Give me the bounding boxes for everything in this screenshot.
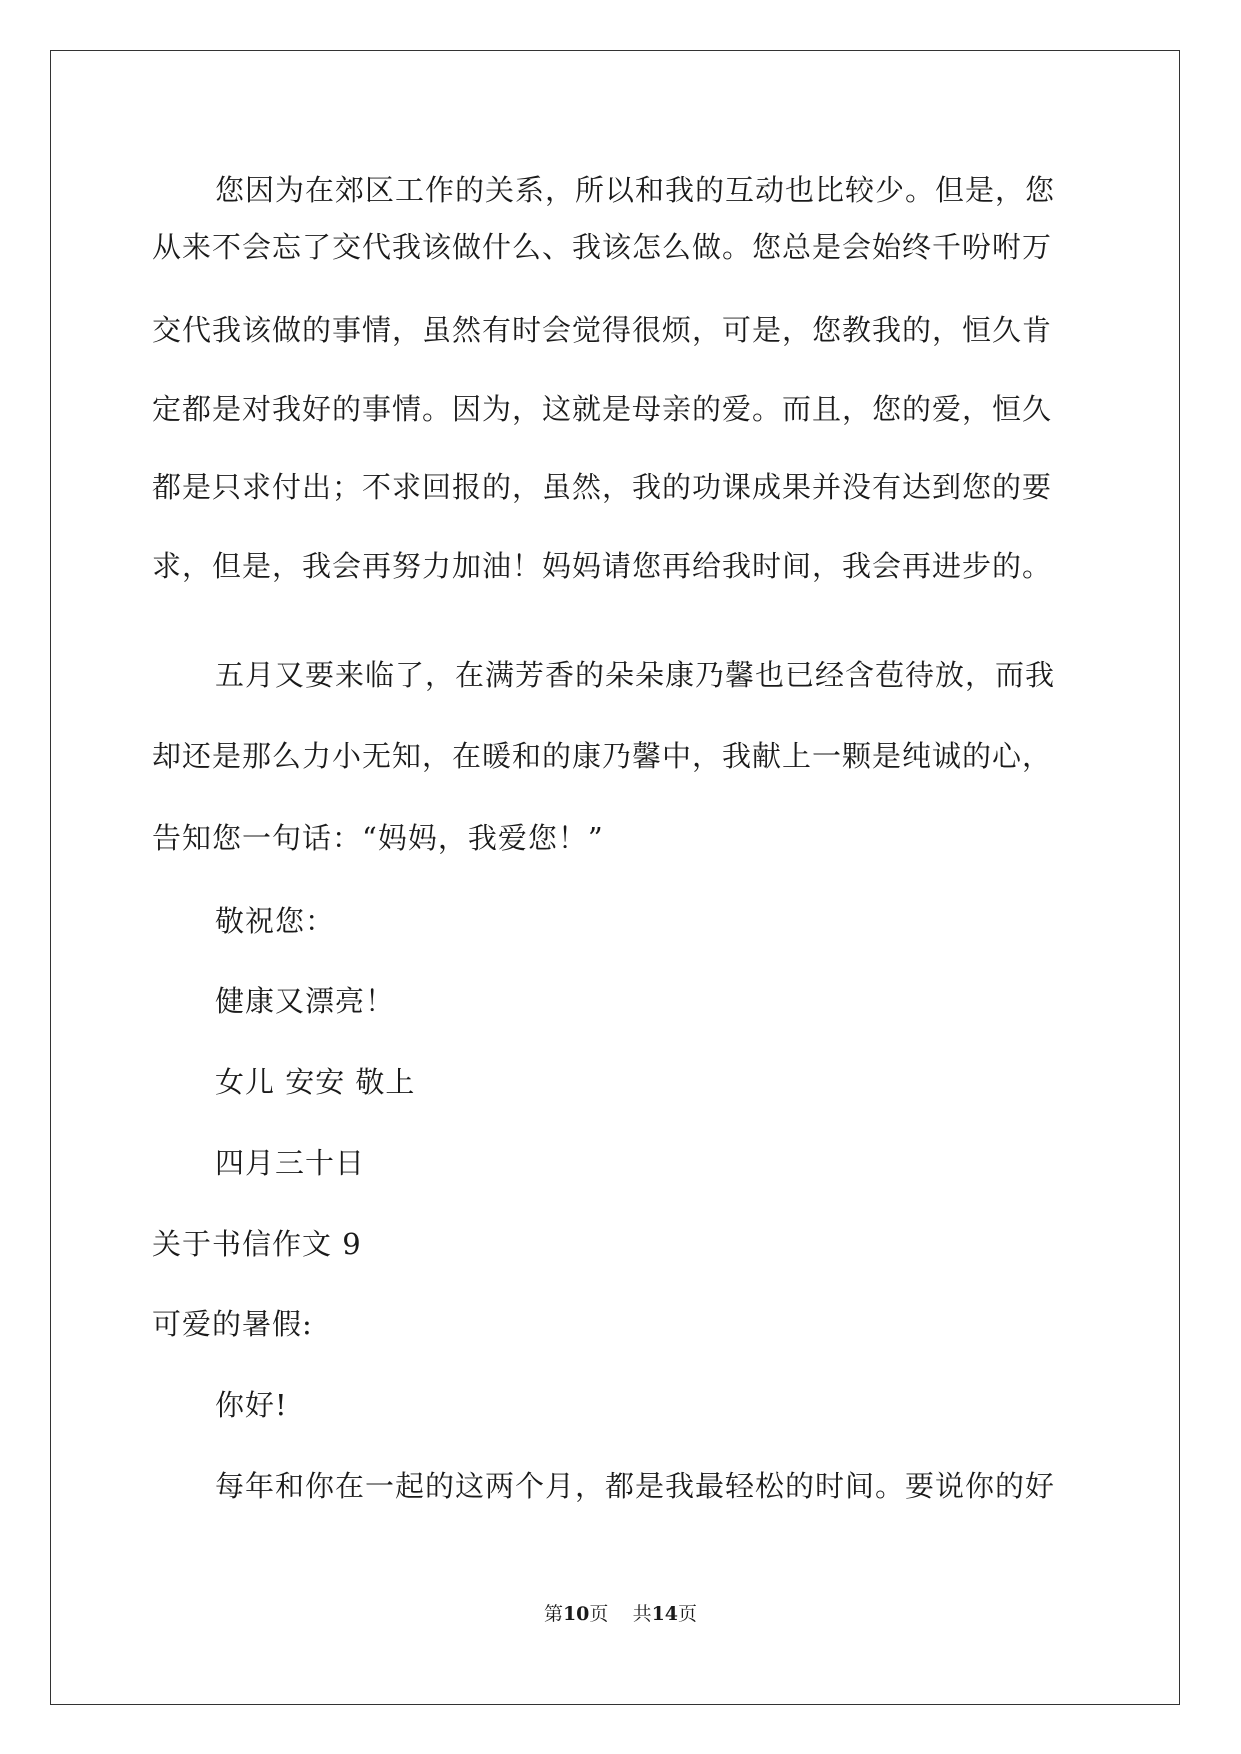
footer-middle: 页 共	[589, 1603, 652, 1625]
paragraph-line: 从来不会忘了交代我该做什么、我该怎么做。您总是会始终千吩咐万	[152, 230, 1053, 264]
page-footer	[0, 1601, 1241, 1627]
paragraph-line: 告知您一句话：“妈妈，我爱您！”	[152, 821, 604, 855]
paragraph-line: 交代我该做的事情，虽然有时会觉得很烦，可是，您教我的，恒久肯	[152, 313, 1053, 347]
total-page-number: 14	[651, 1603, 679, 1625]
paragraph-line: 每年和你在一起的这两个月，都是我最轻松的时间。要说你的好	[215, 1469, 1056, 1503]
section-heading: 关于书信作文 9	[152, 1227, 362, 1261]
greeting-line: 你好!	[215, 1388, 288, 1422]
salutation-line: 可爱的暑假:	[152, 1307, 313, 1341]
signature-line: 女儿 安安 敬上	[215, 1065, 416, 1099]
date-line: 四月三十日	[215, 1146, 366, 1180]
paragraph-line: 您因为在郊区工作的关系，所以和我的互动也比较少。但是，您	[215, 173, 1056, 207]
paragraph-line: 却还是那么力小无知，在暖和的康乃馨中，我献上一颗是纯诚的心，	[152, 739, 1053, 773]
page-border	[50, 50, 1180, 1705]
paragraph-line: 定都是对我好的事情。因为，这就是母亲的爱。而且，您的爱，恒久	[152, 392, 1053, 426]
footer-prefix: 第	[543, 1603, 563, 1625]
wish-line: 健康又漂亮！	[215, 984, 396, 1018]
paragraph-line: 都是只求付出；不求回报的，虽然，我的功课成果并没有达到您的要	[152, 470, 1053, 504]
paragraph-line: 求，但是，我会再努力加油！妈妈请您再给我时间，我会再进步的。	[152, 549, 1053, 583]
greeting-line: 敬祝您：	[215, 904, 336, 938]
footer-suffix: 页	[678, 1603, 698, 1625]
current-page-number: 10	[562, 1603, 590, 1625]
paragraph-line: 五月又要来临了，在满芳香的朵朵康乃馨也已经含苞待放，而我	[215, 658, 1056, 692]
